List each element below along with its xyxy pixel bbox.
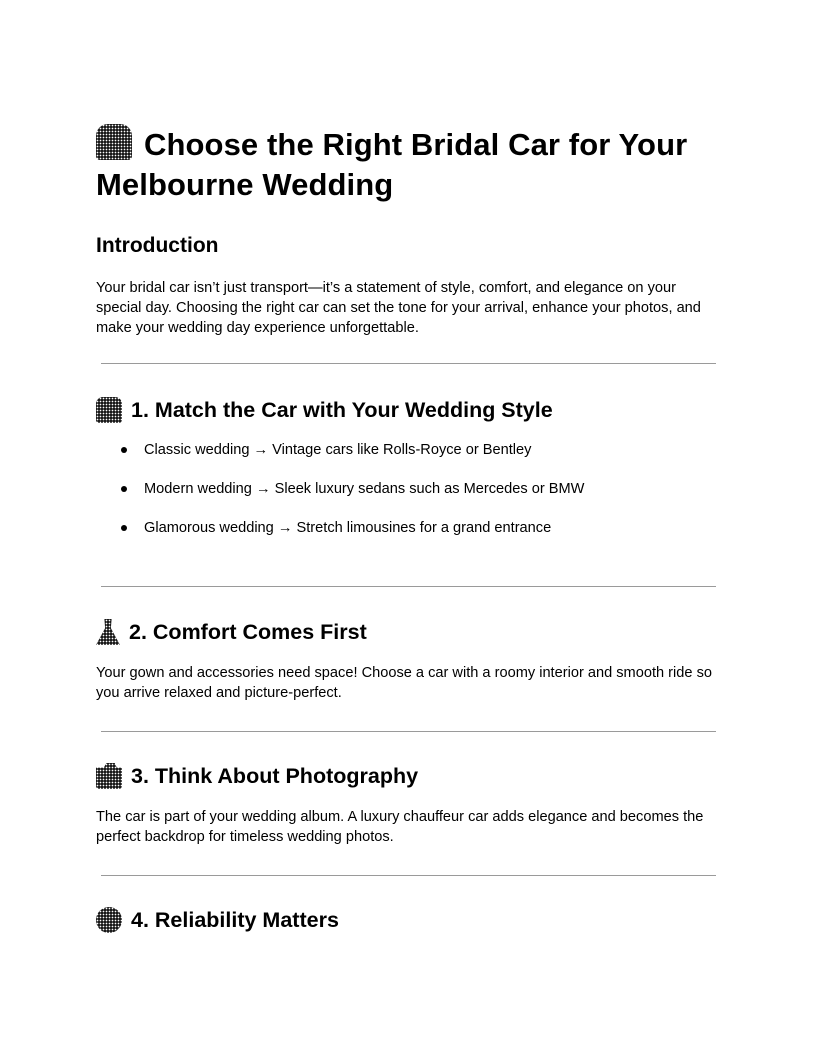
- divider: [101, 875, 716, 876]
- intro-paragraph: Your bridal car isn’t just transport—it’s a statement of style, comfort, and elegance on your special day. Choosing the right car can set the tone for your arrival, enhance your photos, and make your wedding day experience unforgettable.: [96, 280, 701, 336]
- car-icon: [96, 124, 132, 160]
- car-icon: [96, 397, 122, 423]
- intro-heading: Introduction: [96, 234, 219, 257]
- divider: [101, 363, 716, 364]
- section-title: 1. Match the Car with Your Wedding Style: [131, 398, 553, 422]
- section-heading-comfort: [96, 618, 367, 646]
- style-bullet-list: [96, 440, 720, 557]
- document-title: [96, 124, 720, 205]
- divider: [101, 731, 716, 732]
- section-title: 2. Comfort Comes First: [129, 620, 367, 644]
- photography-paragraph: The car is part of your wedding album. A luxury chauffeur car adds elegance and becomes the perfect backdrop for timeless wedding photos.: [96, 809, 704, 845]
- document-title-text: Choose the Right Bridal Car for Your Melbourne Wedding: [96, 127, 688, 202]
- list-item: Classic wedding → Vintage cars like Rolls-Royce or Bentley: [96, 440, 720, 479]
- comfort-paragraph: Your gown and accessories need space! Choose a car with a roomy interior and smooth ride so you arrive relaxed and picture-perfect.: [96, 665, 712, 701]
- dress-icon: [96, 619, 120, 645]
- divider: [101, 586, 716, 587]
- section-heading-reliability: [96, 906, 339, 934]
- clock-icon: [96, 907, 122, 933]
- list-item: Glamorous wedding → Stretch limousines for a grand entrance: [96, 518, 720, 557]
- camera-icon: [96, 763, 122, 789]
- section-title: 3. Think About Photography: [131, 764, 419, 788]
- section-title: 4. Reliability Matters: [131, 908, 339, 932]
- list-item: Modern wedding → Sleek luxury sedans such as Mercedes or BMW: [96, 479, 720, 518]
- section-heading-style: [96, 396, 553, 424]
- section-heading-photography: [96, 762, 418, 790]
